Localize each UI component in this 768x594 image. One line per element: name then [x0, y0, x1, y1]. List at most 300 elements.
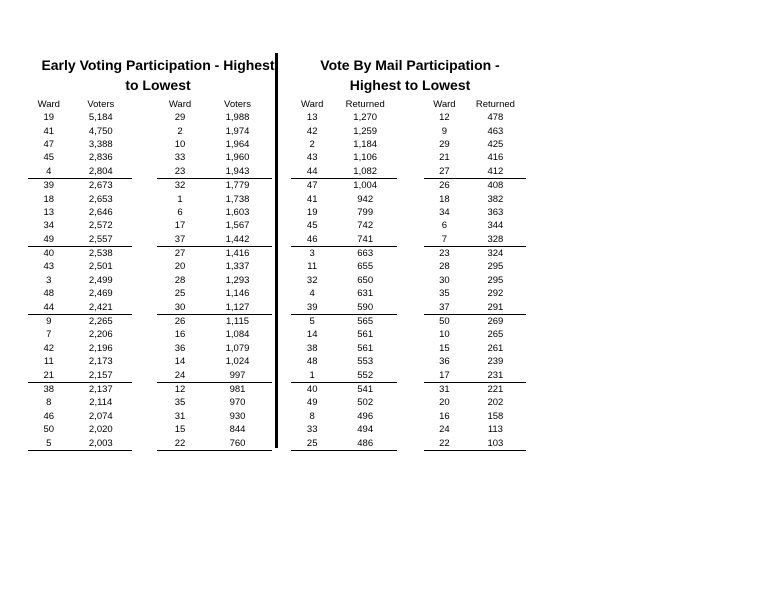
ward-cell: 31 — [174, 410, 186, 422]
ward-cell: 50 — [439, 316, 450, 328]
value-cell: 502 — [357, 397, 374, 409]
ward-cell: 15 — [439, 342, 450, 354]
ward-cell: 23 — [439, 248, 450, 260]
value-cell: 344 — [487, 220, 504, 232]
value-cell: 1,084 — [225, 329, 250, 341]
value-cell: 113 — [487, 424, 503, 436]
ward-cell: 26 — [439, 180, 450, 192]
ward-cell: 49 — [306, 397, 318, 409]
ward-cell: 30 — [157, 300, 203, 314]
ward-cell: 4 — [28, 165, 70, 179]
table-row — [157, 219, 272, 232]
value-cell: 2,114 — [89, 397, 113, 409]
ward-cell: 40 — [43, 248, 55, 260]
ward-column-header: Ward — [168, 98, 192, 110]
table-row — [157, 178, 272, 192]
table-row — [28, 314, 132, 328]
value-cell: 1,259 — [353, 125, 378, 137]
ward-cell: 24 — [439, 424, 450, 436]
vote-by-mail-table-right — [424, 97, 526, 451]
table-row — [157, 382, 272, 396]
ward-cell: 34 — [43, 220, 55, 232]
ward-cell: 21 — [28, 368, 70, 382]
ward-cell: 16 — [174, 329, 186, 341]
table-row — [291, 260, 397, 273]
value-cell: 2,196 — [88, 342, 113, 354]
ward-cell: 9 — [441, 125, 448, 137]
ward-cell: 46 — [43, 410, 55, 422]
ward-cell: 27 — [174, 248, 186, 260]
ward-cell: 36 — [439, 356, 450, 368]
value-cell: 1,337 — [225, 261, 250, 273]
table-row — [291, 219, 397, 232]
table-row — [157, 410, 272, 423]
value-cell: 655 — [357, 261, 374, 273]
value-cell: 3,388 — [88, 138, 113, 150]
table-row — [424, 287, 526, 300]
ward-cell: 33 — [306, 424, 318, 436]
ward-cell: 13 — [306, 112, 318, 124]
table-row — [291, 124, 397, 137]
ward-cell: 4 — [309, 288, 315, 300]
table-row — [291, 423, 397, 436]
table-row — [28, 219, 132, 232]
value-cell: 2,501 — [88, 261, 113, 273]
ward-cell: 7 — [424, 233, 465, 247]
table-row — [28, 300, 132, 314]
value-column-header: Voters — [87, 98, 115, 110]
value-cell: 1,115 — [225, 316, 250, 328]
table-row — [291, 396, 397, 409]
table-row — [28, 165, 132, 179]
value-cell: 4,750 — [88, 125, 113, 137]
table-row — [291, 355, 397, 368]
ward-cell: 23 — [157, 165, 203, 179]
ward-cell: 14 — [306, 329, 318, 341]
ward-cell: 45 — [43, 152, 55, 164]
ward-cell: 48 — [306, 356, 318, 368]
table-row — [424, 111, 526, 124]
ward-cell: 38 — [43, 384, 55, 395]
ward-cell: 35 — [174, 397, 186, 409]
table-row — [157, 423, 272, 436]
ward-cell: 19 — [43, 112, 55, 124]
value-cell: 561 — [357, 329, 374, 341]
table-row — [157, 260, 272, 273]
ward-cell: 13 — [43, 206, 55, 218]
ward-cell: 10 — [439, 329, 450, 341]
table-row — [291, 192, 397, 205]
ward-cell: 27 — [424, 165, 465, 179]
ward-cell: 31 — [439, 384, 450, 395]
value-cell: 1,106 — [353, 152, 378, 164]
ward-cell: 28 — [439, 261, 450, 273]
value-cell: 363 — [487, 206, 504, 218]
table-row — [424, 246, 526, 260]
value-cell: 408 — [487, 180, 504, 192]
value-cell: 590 — [333, 300, 397, 314]
ward-cell: 33 — [174, 152, 186, 164]
value-cell: 1,960 — [225, 152, 250, 164]
value-cell: 295 — [487, 261, 504, 273]
table-row — [424, 260, 526, 273]
table-row — [424, 423, 526, 436]
value-cell: 292 — [487, 288, 504, 300]
value-cell: 1,603 — [225, 206, 250, 218]
value-cell: 5,184 — [88, 112, 113, 124]
ward-cell: 50 — [43, 424, 55, 436]
ward-cell: 37 — [157, 233, 203, 247]
value-cell: 463 — [487, 125, 504, 137]
value-cell: 478 — [487, 112, 504, 124]
table-row — [157, 233, 272, 247]
table-row — [28, 355, 132, 368]
table-row — [28, 111, 132, 124]
value-cell: 844 — [229, 424, 246, 436]
ward-cell: 25 — [291, 436, 333, 450]
table-row — [157, 368, 272, 382]
value-cell: 541 — [357, 384, 374, 395]
value-cell: 2,206 — [88, 329, 113, 341]
ward-cell: 44 — [291, 165, 333, 179]
table-row — [157, 314, 272, 328]
table-row — [28, 260, 132, 273]
table-row — [28, 124, 132, 137]
value-cell: 741 — [333, 233, 397, 247]
value-cell: 103 — [465, 436, 526, 450]
table-row — [424, 436, 526, 450]
table-row — [157, 165, 272, 179]
value-cell: 1,127 — [203, 300, 272, 314]
table-row — [291, 300, 397, 314]
value-cell: 382 — [487, 193, 504, 205]
ward-cell: 35 — [439, 288, 450, 300]
table-row — [291, 206, 397, 219]
table-row — [28, 138, 132, 151]
value-cell: 2,804 — [70, 165, 132, 179]
table-row — [291, 246, 397, 260]
ward-cell: 38 — [306, 342, 318, 354]
ward-cell: 18 — [439, 193, 450, 205]
table-row — [28, 342, 132, 355]
ward-cell: 21 — [439, 152, 450, 164]
table-row — [291, 410, 397, 423]
value-cell: 324 — [487, 248, 504, 260]
vote-by-mail-table-left — [291, 97, 397, 451]
ward-cell: 5 — [309, 316, 315, 328]
ward-cell: 47 — [43, 138, 55, 150]
ward-cell: 39 — [291, 300, 333, 314]
ward-cell: 29 — [439, 138, 450, 150]
table-row — [157, 274, 272, 287]
table-row — [291, 178, 397, 192]
ward-cell: 8 — [46, 397, 52, 409]
value-cell: 295 — [487, 274, 504, 286]
ward-cell: 43 — [43, 261, 55, 273]
table-row — [157, 246, 272, 260]
ward-cell: 37 — [424, 300, 465, 314]
value-cell: 265 — [487, 329, 504, 341]
ward-cell: 49 — [28, 233, 70, 247]
ward-cell: 15 — [174, 424, 186, 436]
table-row — [157, 151, 272, 164]
value-cell: 496 — [357, 410, 374, 422]
value-cell: 494 — [357, 424, 374, 436]
ward-cell: 1 — [291, 368, 333, 382]
ward-cell: 29 — [174, 112, 186, 124]
table-row — [291, 342, 397, 355]
ward-cell: 43 — [306, 152, 318, 164]
table-row — [424, 342, 526, 355]
ward-cell: 12 — [174, 384, 186, 395]
value-cell: 631 — [357, 288, 374, 300]
ward-cell: 7 — [46, 329, 52, 341]
table-row — [424, 368, 526, 382]
value-cell: 1,779 — [225, 180, 250, 192]
table-row — [424, 206, 526, 219]
table-row — [157, 287, 272, 300]
value-column-header: Returned — [345, 98, 385, 110]
value-cell: 552 — [333, 368, 397, 382]
table-row — [28, 368, 132, 382]
value-cell: 221 — [487, 384, 504, 395]
ward-cell: 2 — [177, 125, 183, 137]
early-voting-title-line1: Early Voting Participation - Highest — [41, 57, 275, 73]
table-row — [157, 206, 272, 219]
value-column-header: Voters — [224, 98, 251, 110]
ward-cell: 41 — [43, 125, 55, 137]
ward-cell: 42 — [43, 342, 55, 354]
ward-cell: 12 — [439, 112, 450, 124]
value-cell: 416 — [487, 152, 504, 164]
table-row — [291, 436, 397, 450]
value-cell: 2,653 — [88, 193, 113, 205]
value-cell: 1,988 — [225, 112, 250, 124]
ward-cell: 32 — [306, 274, 318, 286]
table-row — [424, 328, 526, 341]
ward-cell: 26 — [174, 316, 186, 328]
vote-by-mail-title-line1: Vote By Mail Participation - — [320, 57, 500, 73]
table-row — [291, 328, 397, 341]
early-voting-title — [28, 55, 288, 95]
ward-cell: 17 — [174, 220, 186, 232]
value-cell: 1,416 — [225, 248, 250, 260]
value-cell: 1,293 — [225, 274, 250, 286]
ward-cell: 20 — [174, 261, 186, 273]
value-cell: 930 — [229, 410, 246, 422]
value-cell: 1,974 — [225, 125, 250, 137]
early-voting-title-line2: to Lowest — [125, 77, 191, 93]
table-row — [291, 111, 397, 124]
value-cell: 2,646 — [88, 206, 113, 218]
value-cell: 1,146 — [225, 288, 250, 300]
table-row — [424, 396, 526, 409]
value-cell: 663 — [357, 248, 374, 260]
ward-cell: 36 — [174, 342, 186, 354]
table-row — [424, 233, 526, 247]
value-cell: 269 — [487, 316, 504, 328]
table-row — [28, 436, 132, 450]
table-row — [291, 151, 397, 164]
table-row — [28, 410, 132, 423]
ward-cell: 3 — [46, 274, 52, 286]
table-row — [28, 287, 132, 300]
value-cell: 1,738 — [225, 193, 250, 205]
value-cell: 2,499 — [88, 274, 113, 286]
ward-cell: 40 — [306, 384, 318, 395]
table-row — [28, 423, 132, 436]
value-cell: 2,157 — [70, 368, 132, 382]
table-row — [28, 246, 132, 260]
value-cell: 565 — [357, 316, 374, 328]
table-row — [28, 178, 132, 192]
value-cell: 997 — [203, 368, 272, 382]
table-row — [424, 274, 526, 287]
ward-cell: 32 — [174, 180, 186, 192]
ward-cell: 3 — [309, 248, 315, 260]
ward-cell: 34 — [439, 206, 450, 218]
table-row — [291, 368, 397, 382]
value-cell: 1,567 — [225, 220, 250, 232]
table-row — [157, 328, 272, 341]
ward-cell: 44 — [28, 300, 70, 314]
value-cell: 2,836 — [88, 152, 113, 164]
ward-cell: 14 — [174, 356, 186, 368]
table-row — [424, 192, 526, 205]
table-row — [291, 138, 397, 151]
table-row — [157, 300, 272, 314]
table-row — [28, 233, 132, 247]
value-cell: 760 — [203, 436, 272, 450]
table-row — [28, 382, 132, 396]
value-cell: 2,572 — [88, 220, 113, 232]
ward-column-header: Ward — [433, 98, 456, 110]
ward-cell: 22 — [157, 436, 203, 450]
value-cell: 2,421 — [70, 300, 132, 314]
vote-by-mail-title — [290, 55, 530, 95]
ward-cell: 6 — [441, 220, 448, 232]
value-cell: 1,442 — [203, 233, 272, 247]
value-cell: 2,074 — [88, 410, 113, 422]
ward-column-header: Ward — [37, 98, 60, 110]
ward-cell: 39 — [43, 180, 55, 192]
table-row — [424, 138, 526, 151]
value-cell: 239 — [487, 356, 504, 368]
ward-cell: 10 — [174, 138, 186, 150]
ward-cell: 45 — [306, 220, 318, 232]
ward-cell: 5 — [28, 436, 70, 450]
value-cell: 650 — [357, 274, 374, 286]
value-cell: 2,173 — [88, 356, 113, 368]
value-cell: 561 — [357, 342, 374, 354]
value-cell: 261 — [487, 342, 504, 354]
ward-cell: 22 — [424, 436, 465, 450]
early-voting-table-right — [157, 97, 272, 451]
table-row — [424, 124, 526, 137]
table-row — [157, 111, 272, 124]
table-row — [424, 178, 526, 192]
value-cell: 2,538 — [88, 248, 113, 260]
value-cell: 981 — [229, 384, 246, 395]
ward-cell: 6 — [177, 206, 183, 218]
table-row — [291, 165, 397, 179]
table-row — [157, 124, 272, 137]
table-row — [28, 206, 132, 219]
ward-cell: 19 — [306, 206, 318, 218]
table-row — [157, 138, 272, 151]
table-row — [291, 233, 397, 247]
table-row — [157, 192, 272, 205]
ward-cell: 2 — [309, 138, 315, 150]
ward-cell: 30 — [439, 274, 450, 286]
value-cell: 291 — [465, 300, 526, 314]
value-cell: 970 — [229, 397, 246, 409]
section-divider — [275, 53, 278, 448]
ward-cell: 24 — [157, 368, 203, 382]
value-cell: 742 — [357, 220, 374, 232]
value-cell: 942 — [357, 193, 374, 205]
table-row — [424, 300, 526, 314]
table-row — [291, 287, 397, 300]
value-cell: 2,003 — [70, 436, 132, 450]
ward-cell: 9 — [46, 316, 52, 328]
value-cell: 2,469 — [88, 288, 113, 300]
value-cell: 1,184 — [353, 138, 378, 150]
table-row — [28, 396, 132, 409]
table-row — [424, 355, 526, 368]
ward-cell: 11 — [43, 356, 54, 368]
value-cell: 2,137 — [88, 384, 113, 395]
ward-cell: 42 — [306, 125, 318, 137]
table-row — [424, 165, 526, 179]
value-cell: 1,964 — [225, 138, 250, 150]
table-row — [424, 314, 526, 328]
table-row — [157, 396, 272, 409]
value-cell: 1,079 — [225, 342, 250, 354]
value-cell: 553 — [357, 356, 374, 368]
table-row — [424, 410, 526, 423]
ward-cell: 41 — [306, 193, 318, 205]
value-cell: 2,265 — [88, 316, 113, 328]
ward-cell: 48 — [43, 288, 55, 300]
table-row — [291, 274, 397, 287]
table-row — [28, 274, 132, 287]
table-row — [28, 328, 132, 341]
value-cell: 799 — [357, 206, 374, 218]
ward-cell: 17 — [424, 368, 465, 382]
table-row — [28, 151, 132, 164]
table-row — [424, 219, 526, 232]
ward-cell: 46 — [291, 233, 333, 247]
table-row — [157, 436, 272, 450]
value-cell: 202 — [487, 397, 504, 409]
ward-column-header: Ward — [301, 98, 324, 110]
value-cell: 1,270 — [353, 112, 378, 124]
value-cell: 1,082 — [333, 165, 397, 179]
value-cell: 328 — [465, 233, 526, 247]
early-voting-table-left — [28, 97, 132, 451]
value-cell: 412 — [465, 165, 526, 179]
table-row — [157, 355, 272, 368]
value-cell: 231 — [465, 368, 526, 382]
value-cell: 1,943 — [203, 165, 272, 179]
value-column-header: Returned — [475, 98, 515, 110]
value-cell: 158 — [487, 410, 504, 422]
table-row — [157, 342, 272, 355]
value-cell: 2,020 — [88, 424, 113, 436]
value-cell: 2,673 — [88, 180, 113, 192]
table-row — [291, 382, 397, 396]
